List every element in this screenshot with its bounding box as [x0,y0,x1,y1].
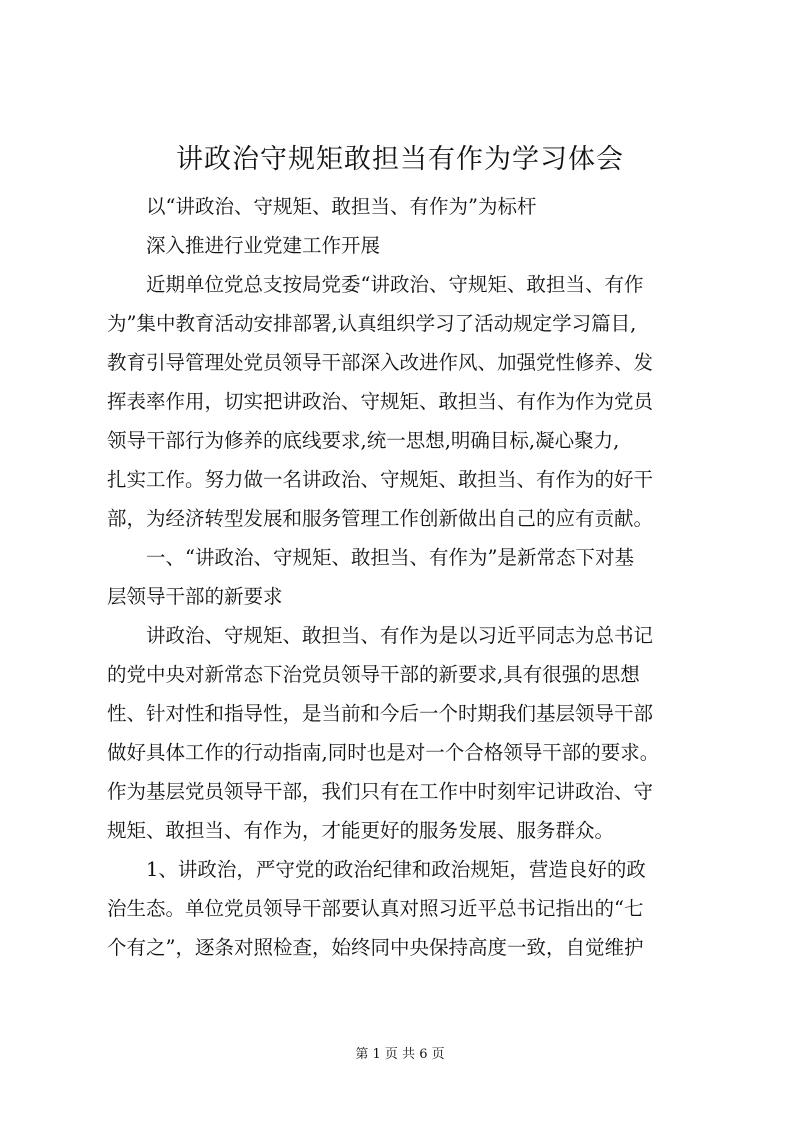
paragraph-line: 讲政治、守规矩、敢担当、有作为是以习近平同志为总书记 [146,624,654,647]
paragraph-line: 做好具体工作的行动指南,同时也是对一个合格领导干部的要求。 [107,741,660,764]
section-heading-line: 一、“讲政治、守规矩、敢担当、有作为”是新常态下对基 [146,546,634,569]
paragraph-line: 1、讲政治，严守党的政治纪律和政治规矩，营造良好的政 [146,858,646,881]
paragraph-line: 挥表率作用，切实把讲政治、守规矩、敢担当、有作为作为党员 [107,390,654,413]
paragraph-line: 领导干部行为修养的底线要求,统一思想,明确目标,凝心聚力, [107,429,620,452]
page-number-footer: 第 1 页 共 6 页 [355,1047,445,1062]
paragraph-line: 治生态。单位党员领导干部要认真对照习近平总书记指出的“七 [107,897,644,920]
subtitle-line: 以“讲政治、守规矩、敢担当、有作为”为标杆 [146,195,537,218]
paragraph-line: 扎实工作。努力做一名讲政治、守规矩、敢担当、有作为的好干 [107,468,654,491]
paragraph-line: 作为基层党员领导干部，我们只有在工作中时刻牢记讲政治、守 [107,780,654,803]
paragraph-line: 性、针对性和指导性，是当前和今后一个时期我们基层领导干部 [107,702,654,725]
page-title: 讲政治守规矩敢担当有作为学习体会 [176,144,624,175]
paragraph-line: 近期单位党总支按局党委“讲政治、守规矩、敢担当、有作 [146,273,644,296]
paragraph-line: 个有之”，逐条对照检查，始终同中央保持高度一致，自觉维护 [107,936,644,959]
paragraph-line: 规矩、敢担当、有作为，才能更好的服务发展、服务群众。 [107,819,615,842]
paragraph-line: 为”集中教育活动安排部署,认真组织学习了活动规定学习篇目, [107,312,637,335]
section-heading-line: 层领导干部的新要求 [107,585,283,608]
subtitle-line: 深入推进行业党建工作开展 [146,234,381,257]
paragraph-line: 教育引导管理处党员领导干部深入改进作风、加强党性修养、发 [107,351,654,374]
paragraph-line: 部，为经济转型发展和服务管理工作创新做出自己的应有贡献。 [107,507,654,530]
paragraph-line: 的党中央对新常态下治党员领导干部的新要求,具有很强的思想 [107,663,640,686]
